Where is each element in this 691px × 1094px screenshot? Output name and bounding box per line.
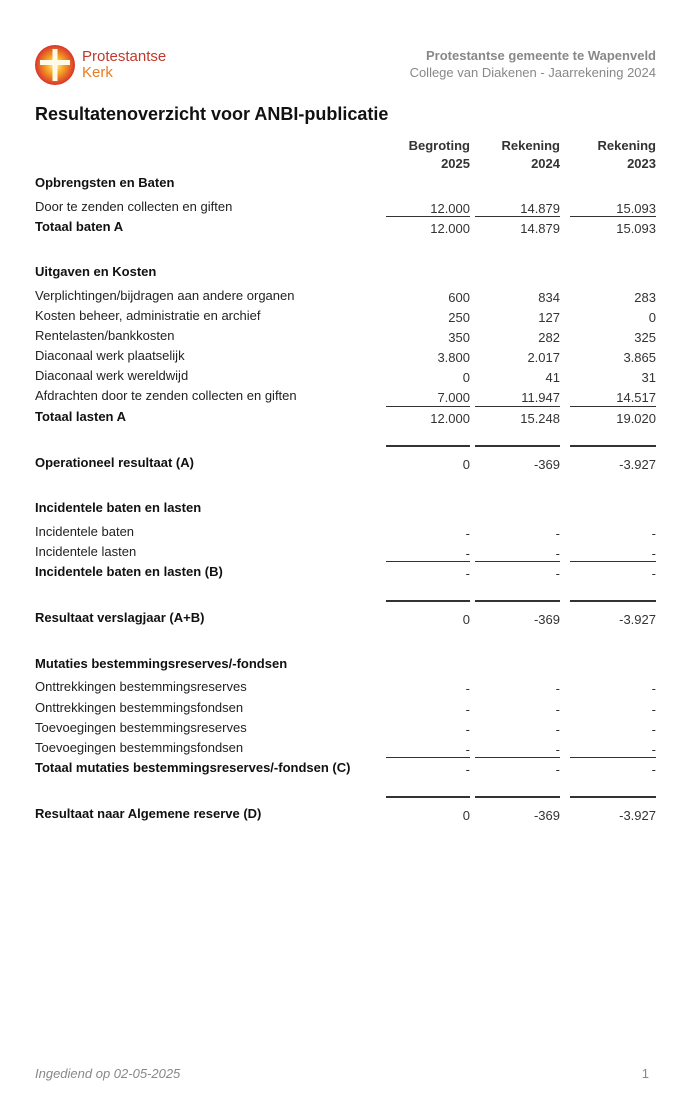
row-value: 0: [648, 310, 656, 325]
row-value: -369: [533, 808, 560, 823]
row-label: Incidentele baten en lasten (B): [35, 564, 223, 579]
row-value: -3.927: [619, 808, 656, 823]
table-row-heading: [35, 656, 656, 674]
row-value: -: [465, 742, 470, 757]
row-label: Operationeel resultaat (A): [35, 455, 194, 470]
total-rule-line: [570, 600, 656, 602]
row-value: -: [465, 566, 470, 581]
row-value: 0: [462, 808, 470, 823]
table-row-heading: [35, 610, 656, 628]
total-rule-line: [570, 757, 656, 758]
total-rule-line: [386, 406, 470, 407]
table-row: [35, 388, 656, 406]
row-value: 350: [448, 330, 470, 345]
table-row-heading: [35, 760, 656, 778]
row-value: 14.879: [520, 221, 560, 236]
row-value: -: [465, 722, 470, 737]
table-row-heading: [35, 219, 656, 237]
row-value: 12.000: [430, 221, 470, 236]
row-value: -369: [533, 457, 560, 472]
total-rule-line: [570, 216, 656, 217]
table-row: [35, 199, 656, 217]
row-value: -: [651, 742, 656, 757]
row-value: -369: [533, 612, 560, 627]
submission-date: Ingediend op 02-05-2025: [35, 1066, 181, 1081]
total-rule-line: [570, 561, 656, 562]
total-rule-line: [570, 406, 656, 407]
row-label: Onttrekkingen bestemmingsfondsen: [35, 700, 244, 715]
row-label: Resultaat verslagjaar (A+B): [35, 610, 205, 625]
row-value: -: [651, 526, 656, 541]
row-value: 3.865: [623, 350, 656, 365]
row-value: 0: [462, 612, 470, 627]
row-value: 14.517: [616, 390, 656, 405]
row-value: -: [555, 546, 560, 561]
row-value: 31: [641, 370, 656, 385]
row-label: Toevoegingen bestemmingsreserves: [35, 720, 247, 735]
row-value: -: [651, 762, 656, 777]
total-rule-line: [386, 796, 470, 798]
total-rule-line: [475, 406, 560, 407]
table-row: [35, 679, 656, 697]
row-value: 11.947: [521, 390, 560, 405]
total-rule-line: [475, 796, 560, 798]
row-value: -3.927: [619, 612, 656, 627]
row-value: 127: [538, 310, 560, 325]
row-label: Totaal lasten A: [35, 409, 127, 424]
row-value: -: [555, 681, 560, 696]
total-rule-line: [475, 216, 560, 217]
table-row: [35, 348, 656, 366]
row-value: -: [555, 702, 560, 717]
table-row-heading: [35, 806, 656, 824]
row-label: Uitgaven en Kosten: [35, 264, 157, 279]
row-value: 0: [462, 457, 470, 472]
table-row: [35, 308, 656, 326]
row-label: Door te zenden collecten en giften: [35, 199, 233, 214]
row-value: -: [465, 702, 470, 717]
total-rule-line: [570, 445, 656, 447]
row-value: 12.000: [430, 411, 470, 426]
table-row: [35, 544, 656, 562]
table-row-heading: [35, 455, 656, 473]
logo-line-1: Protestantse: [82, 48, 167, 65]
row-value: -: [651, 722, 656, 737]
row-label: Incidentele baten: [35, 524, 135, 539]
table-row-heading: [35, 409, 656, 427]
row-label: Resultaat naar Algemene reserve (D): [35, 806, 262, 821]
table-row: [35, 700, 656, 718]
row-value: 12.000: [430, 201, 470, 216]
row-label: Totaal mutaties bestemmingsreserves/-fondsen (C): [35, 760, 351, 775]
total-rule-line: [386, 561, 470, 562]
row-label: Totaal baten A: [35, 219, 124, 234]
table-row: [35, 720, 656, 738]
row-value: 3.800: [437, 350, 470, 365]
row-value: 2.017: [527, 350, 560, 365]
table-row-heading: [35, 264, 656, 282]
row-label: Verplichtingen/bijdragen aan andere organen: [35, 288, 295, 303]
row-label: Incidentele baten en lasten: [35, 500, 202, 515]
row-label: Diaconaal werk plaatselijk: [35, 348, 185, 363]
row-value: 325: [634, 330, 656, 345]
total-rule-line: [570, 796, 656, 798]
row-value: -: [555, 742, 560, 757]
row-value: 834: [538, 290, 560, 305]
table-row: [35, 524, 656, 542]
row-value: 41: [545, 370, 560, 385]
organisation-name: Protestantse gemeente te Wapenveld: [426, 48, 656, 63]
table-row: [35, 288, 656, 306]
document-header: [410, 47, 656, 81]
row-value: 14.879: [520, 201, 560, 216]
row-label: Mutaties bestemmingsreserves/-fondsen: [35, 656, 288, 671]
row-label: Toevoegingen bestemmingsfondsen: [35, 740, 244, 755]
page-number: 1: [641, 1066, 649, 1081]
row-value: 250: [448, 310, 470, 325]
row-value: -: [465, 762, 470, 777]
page-title: Resultatenoverzicht voor ANBI-publicatie: [35, 104, 389, 124]
row-value: -: [651, 702, 656, 717]
row-value: -: [555, 722, 560, 737]
row-value: 282: [538, 330, 560, 345]
row-label: Afdrachten door te zenden collecten en giften: [35, 388, 297, 403]
row-value: -3.927: [619, 457, 656, 472]
row-label: Kosten beheer, administratie en archief: [35, 308, 261, 323]
row-value: 283: [634, 290, 656, 305]
total-rule-line: [386, 216, 470, 217]
row-value: -: [555, 566, 560, 581]
row-label: Diaconaal werk wereldwijd: [35, 368, 189, 383]
total-rule-line: [475, 445, 560, 447]
total-rule-line: [386, 757, 470, 758]
column-header-begroting-2025: Begroting 2025: [408, 138, 470, 171]
row-value: 15.093: [616, 221, 656, 236]
table-row-heading: [35, 500, 656, 518]
total-rule-line: [475, 561, 560, 562]
column-header-rekening-2023: Rekening 2023: [597, 138, 656, 171]
row-value: -: [651, 546, 656, 561]
row-value: -: [465, 546, 470, 561]
row-label: Onttrekkingen bestemmingsreserves: [35, 679, 247, 694]
row-label: Opbrengsten en Baten: [35, 175, 175, 190]
row-label: Rentelasten/bankkosten: [35, 328, 175, 343]
row-label: Incidentele lasten: [35, 544, 137, 559]
row-value: -: [651, 681, 656, 696]
row-value: -: [555, 526, 560, 541]
document-subtitle: College van Diakenen - Jaarrekening 2024: [409, 65, 656, 80]
total-rule-line: [475, 600, 560, 602]
table-row-heading: [35, 175, 656, 193]
row-value: 7.000: [437, 390, 470, 405]
row-value: -: [465, 526, 470, 541]
row-value: 15.248: [520, 411, 560, 426]
table-row-heading: [35, 564, 656, 582]
protestantse-kerk-logo-icon: [35, 45, 75, 85]
row-value: -: [555, 762, 560, 777]
row-value: 19.020: [616, 411, 656, 426]
table-row: [35, 328, 656, 346]
total-rule-line: [386, 445, 470, 447]
row-value: 15.093: [616, 201, 656, 216]
logo-wordmark: [82, 49, 166, 81]
row-value: -: [651, 566, 656, 581]
table-row: [35, 368, 656, 386]
row-value: 0: [462, 370, 470, 385]
column-header-rekening-2024: Rekening 2024: [501, 138, 560, 171]
total-rule-line: [475, 757, 560, 758]
logo-line-2: Kerk: [82, 64, 113, 81]
row-value: 600: [448, 290, 470, 305]
total-rule-line: [386, 600, 470, 602]
row-value: -: [465, 681, 470, 696]
table-row: [35, 740, 656, 758]
